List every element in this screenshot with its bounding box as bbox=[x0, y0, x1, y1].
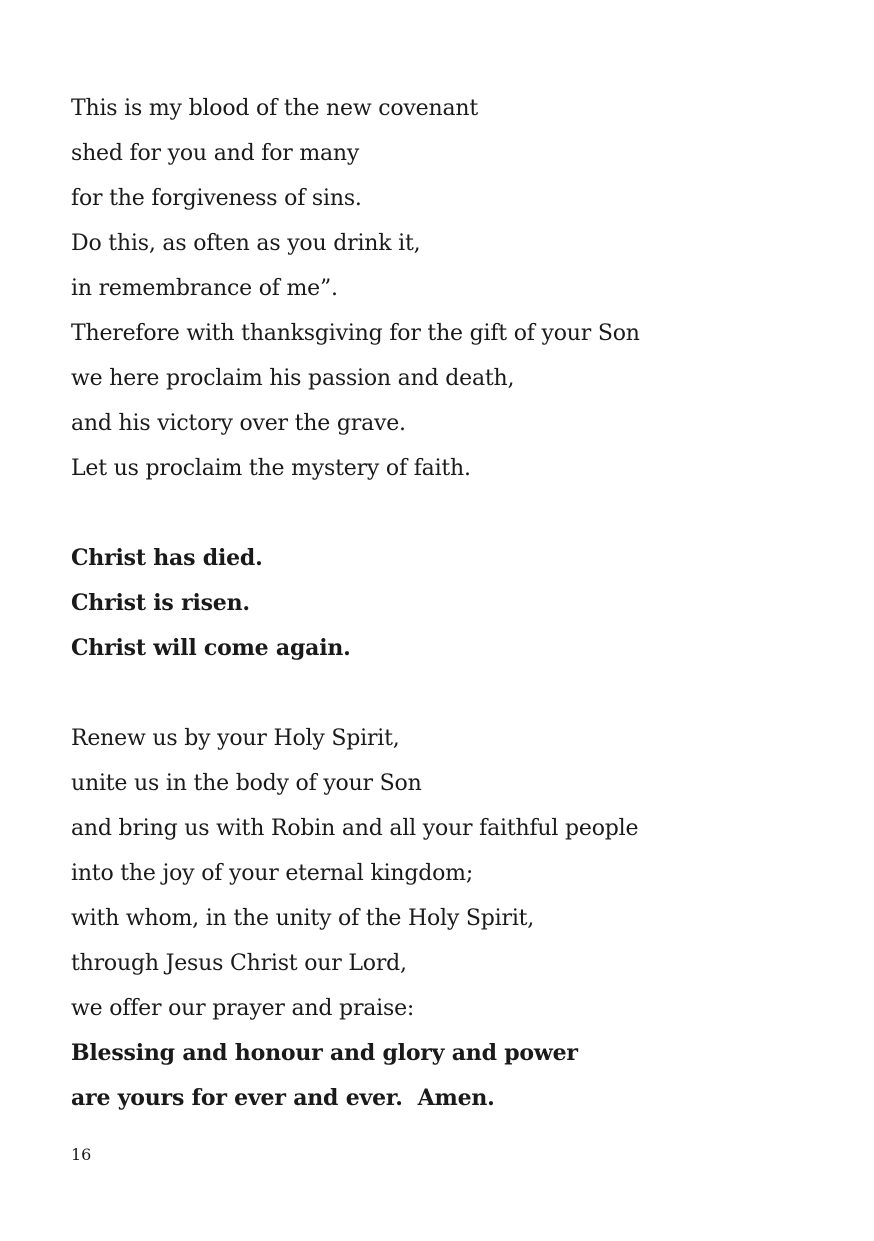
text-line: shed for you and for many bbox=[71, 141, 360, 166]
text-line: unite us in the body of your Son bbox=[71, 771, 422, 796]
text-line: and bring us with Robin and all your faithful people bbox=[71, 816, 639, 841]
stanza-spacer bbox=[71, 671, 811, 716]
text-line: with whom, in the unity of the Holy Spirit, bbox=[71, 906, 535, 931]
text-line: This is my blood of the new covenant bbox=[71, 96, 478, 121]
text-line: Renew us by your Holy Spirit, bbox=[71, 726, 400, 751]
stanza-spacer bbox=[71, 491, 811, 536]
text-line: into the joy of your eternal kingdom; bbox=[71, 861, 474, 886]
stanza-epiclesis bbox=[71, 716, 811, 1031]
text-line: Let us proclaim the mystery of faith. bbox=[71, 456, 471, 481]
response-line: Christ will come again. bbox=[71, 635, 351, 661]
text-line: we here proclaim his passion and death, bbox=[71, 366, 515, 391]
text-line: through Jesus Christ our Lord, bbox=[71, 951, 407, 976]
text-line: for the forgiveness of sins. bbox=[71, 186, 362, 211]
page-number: 16 bbox=[71, 1145, 92, 1164]
doxology-response bbox=[71, 1031, 811, 1121]
text-line: Therefore with thanksgiving for the gift of your Son bbox=[71, 321, 640, 346]
response-line: Blessing and honour and glory and power bbox=[71, 1040, 578, 1066]
response-line: are yours for ever and ever. Amen. bbox=[71, 1085, 495, 1111]
text-line: Do this, as often as you drink it, bbox=[71, 231, 421, 256]
acclamation-response bbox=[71, 536, 811, 671]
response-line: Christ has died. bbox=[71, 545, 263, 571]
response-line: Christ is risen. bbox=[71, 590, 250, 616]
stanza-eucharistic-words bbox=[71, 86, 811, 491]
text-line: and his victory over the grave. bbox=[71, 411, 406, 436]
liturgy-text bbox=[71, 86, 811, 1121]
text-line: we offer our prayer and praise: bbox=[71, 996, 415, 1021]
text-line: in remembrance of me”. bbox=[71, 276, 338, 301]
